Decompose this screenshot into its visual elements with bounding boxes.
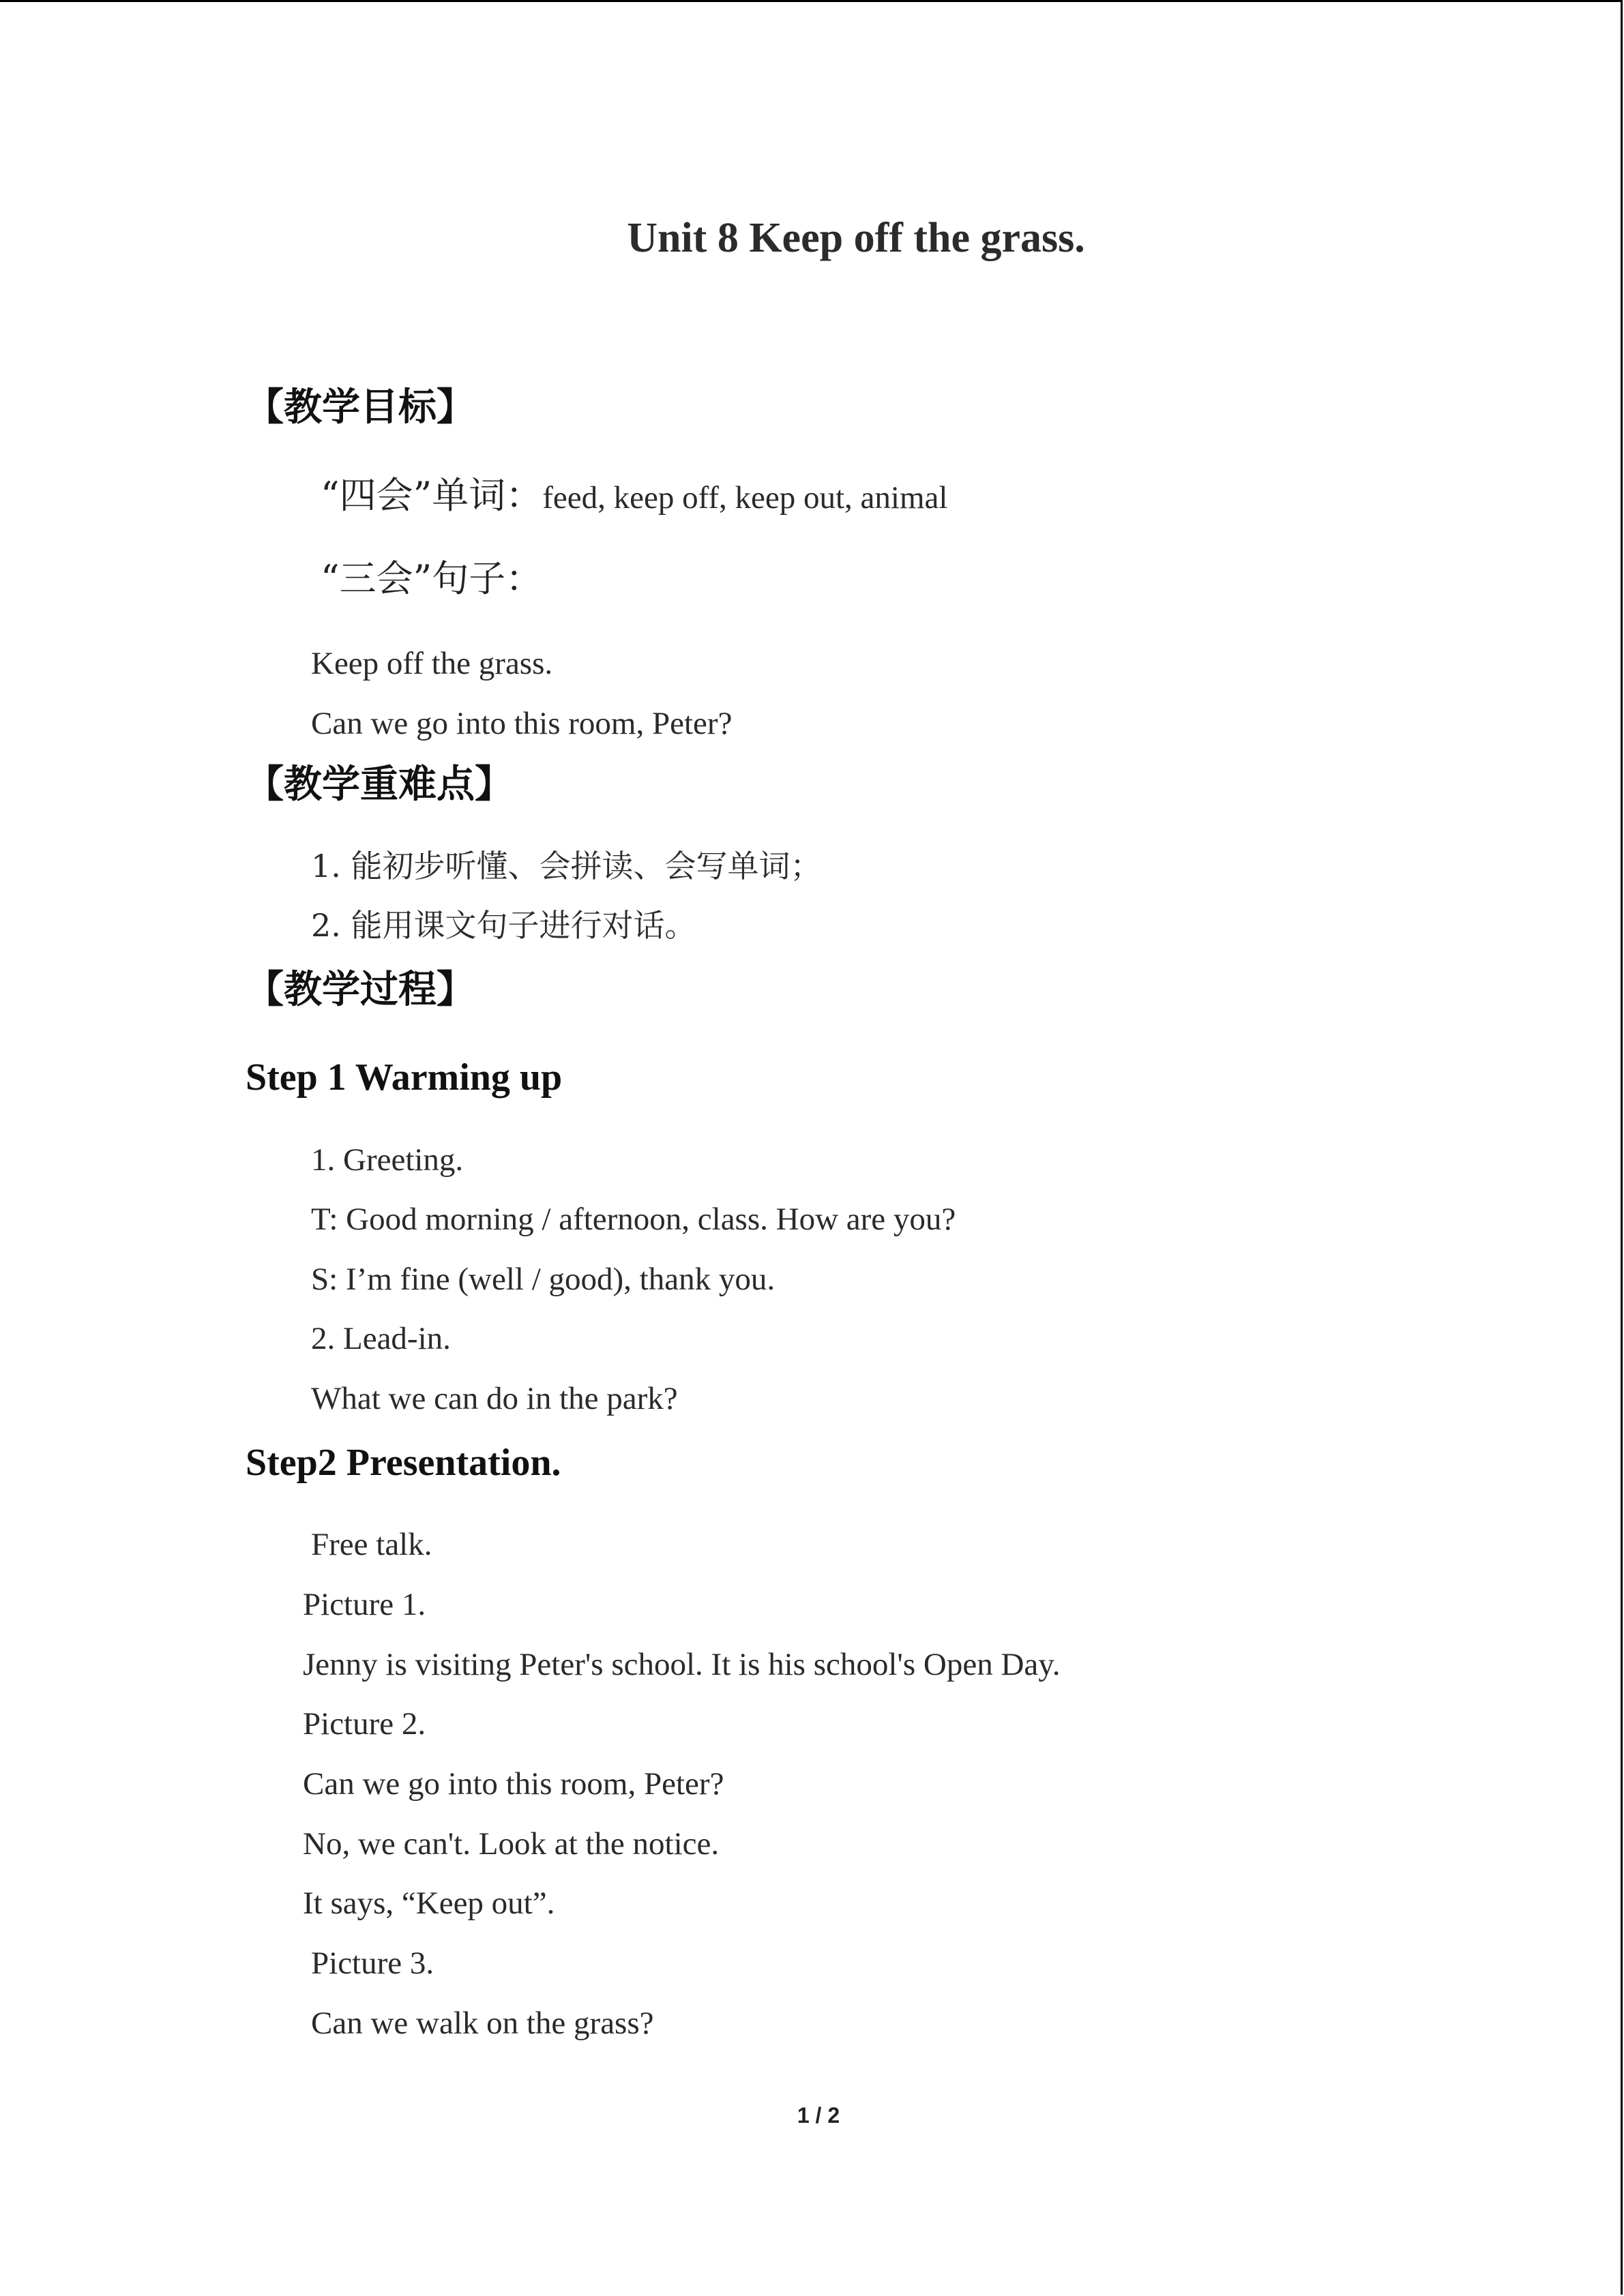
- step1-heading: Step 1 Warming up: [246, 1056, 563, 1099]
- step2-line: Can we walk on the grass?: [311, 2006, 654, 2041]
- step1-line: What we can do in the park?: [311, 1381, 678, 1416]
- step2-heading: Step2 Presentation.: [246, 1442, 561, 1484]
- four-skill-label: “四会”单词：: [321, 474, 543, 517]
- objective-sentence-2: Can we go into this room, Peter?: [311, 706, 733, 741]
- step2-line: Picture 1.: [303, 1587, 426, 1622]
- objectives-heading: 【教学目标】: [246, 385, 475, 430]
- process-heading: 【教学过程】: [246, 968, 475, 1012]
- step2-line: Picture 2.: [303, 1706, 426, 1742]
- step2-line: It says, “Keep out”.: [303, 1885, 555, 1921]
- four-skill-words: feed, keep off, keep out, animal: [542, 480, 948, 516]
- four-skill-row: [321, 474, 948, 517]
- objective-sentence-1: Keep off the grass.: [311, 646, 553, 681]
- key-point-2: 2. 能用课文句子进行对话。: [311, 907, 696, 944]
- step2-line: No, we can't. Look at the notice.: [303, 1826, 720, 1862]
- document-title: Unit 8 Keep off the grass.: [627, 215, 1085, 261]
- page-number: 1 / 2: [797, 2103, 840, 2128]
- step1-line: 1. Greeting.: [311, 1142, 464, 1178]
- three-skill-label: “三会”句子：: [321, 557, 543, 600]
- step1-line: S: I’m fine (well / good), thank you.: [311, 1262, 776, 1297]
- step2-line: Picture 3.: [311, 1945, 434, 1981]
- step2-line: Can we go into this room, Peter?: [303, 1766, 724, 1802]
- key-points-heading: 【教学重难点】: [246, 762, 513, 807]
- step2-line: Free talk.: [311, 1527, 432, 1562]
- key-point-1: 1. 能初步听懂、会拼读、会写单词；: [311, 848, 822, 884]
- step1-line: T: Good morning / afternoon, class. How are you?: [311, 1202, 956, 1237]
- step1-line: 2. Lead-in.: [311, 1321, 451, 1356]
- step2-line: Jenny is visiting Peter's school. It is his school's Open Day.: [303, 1647, 1061, 1682]
